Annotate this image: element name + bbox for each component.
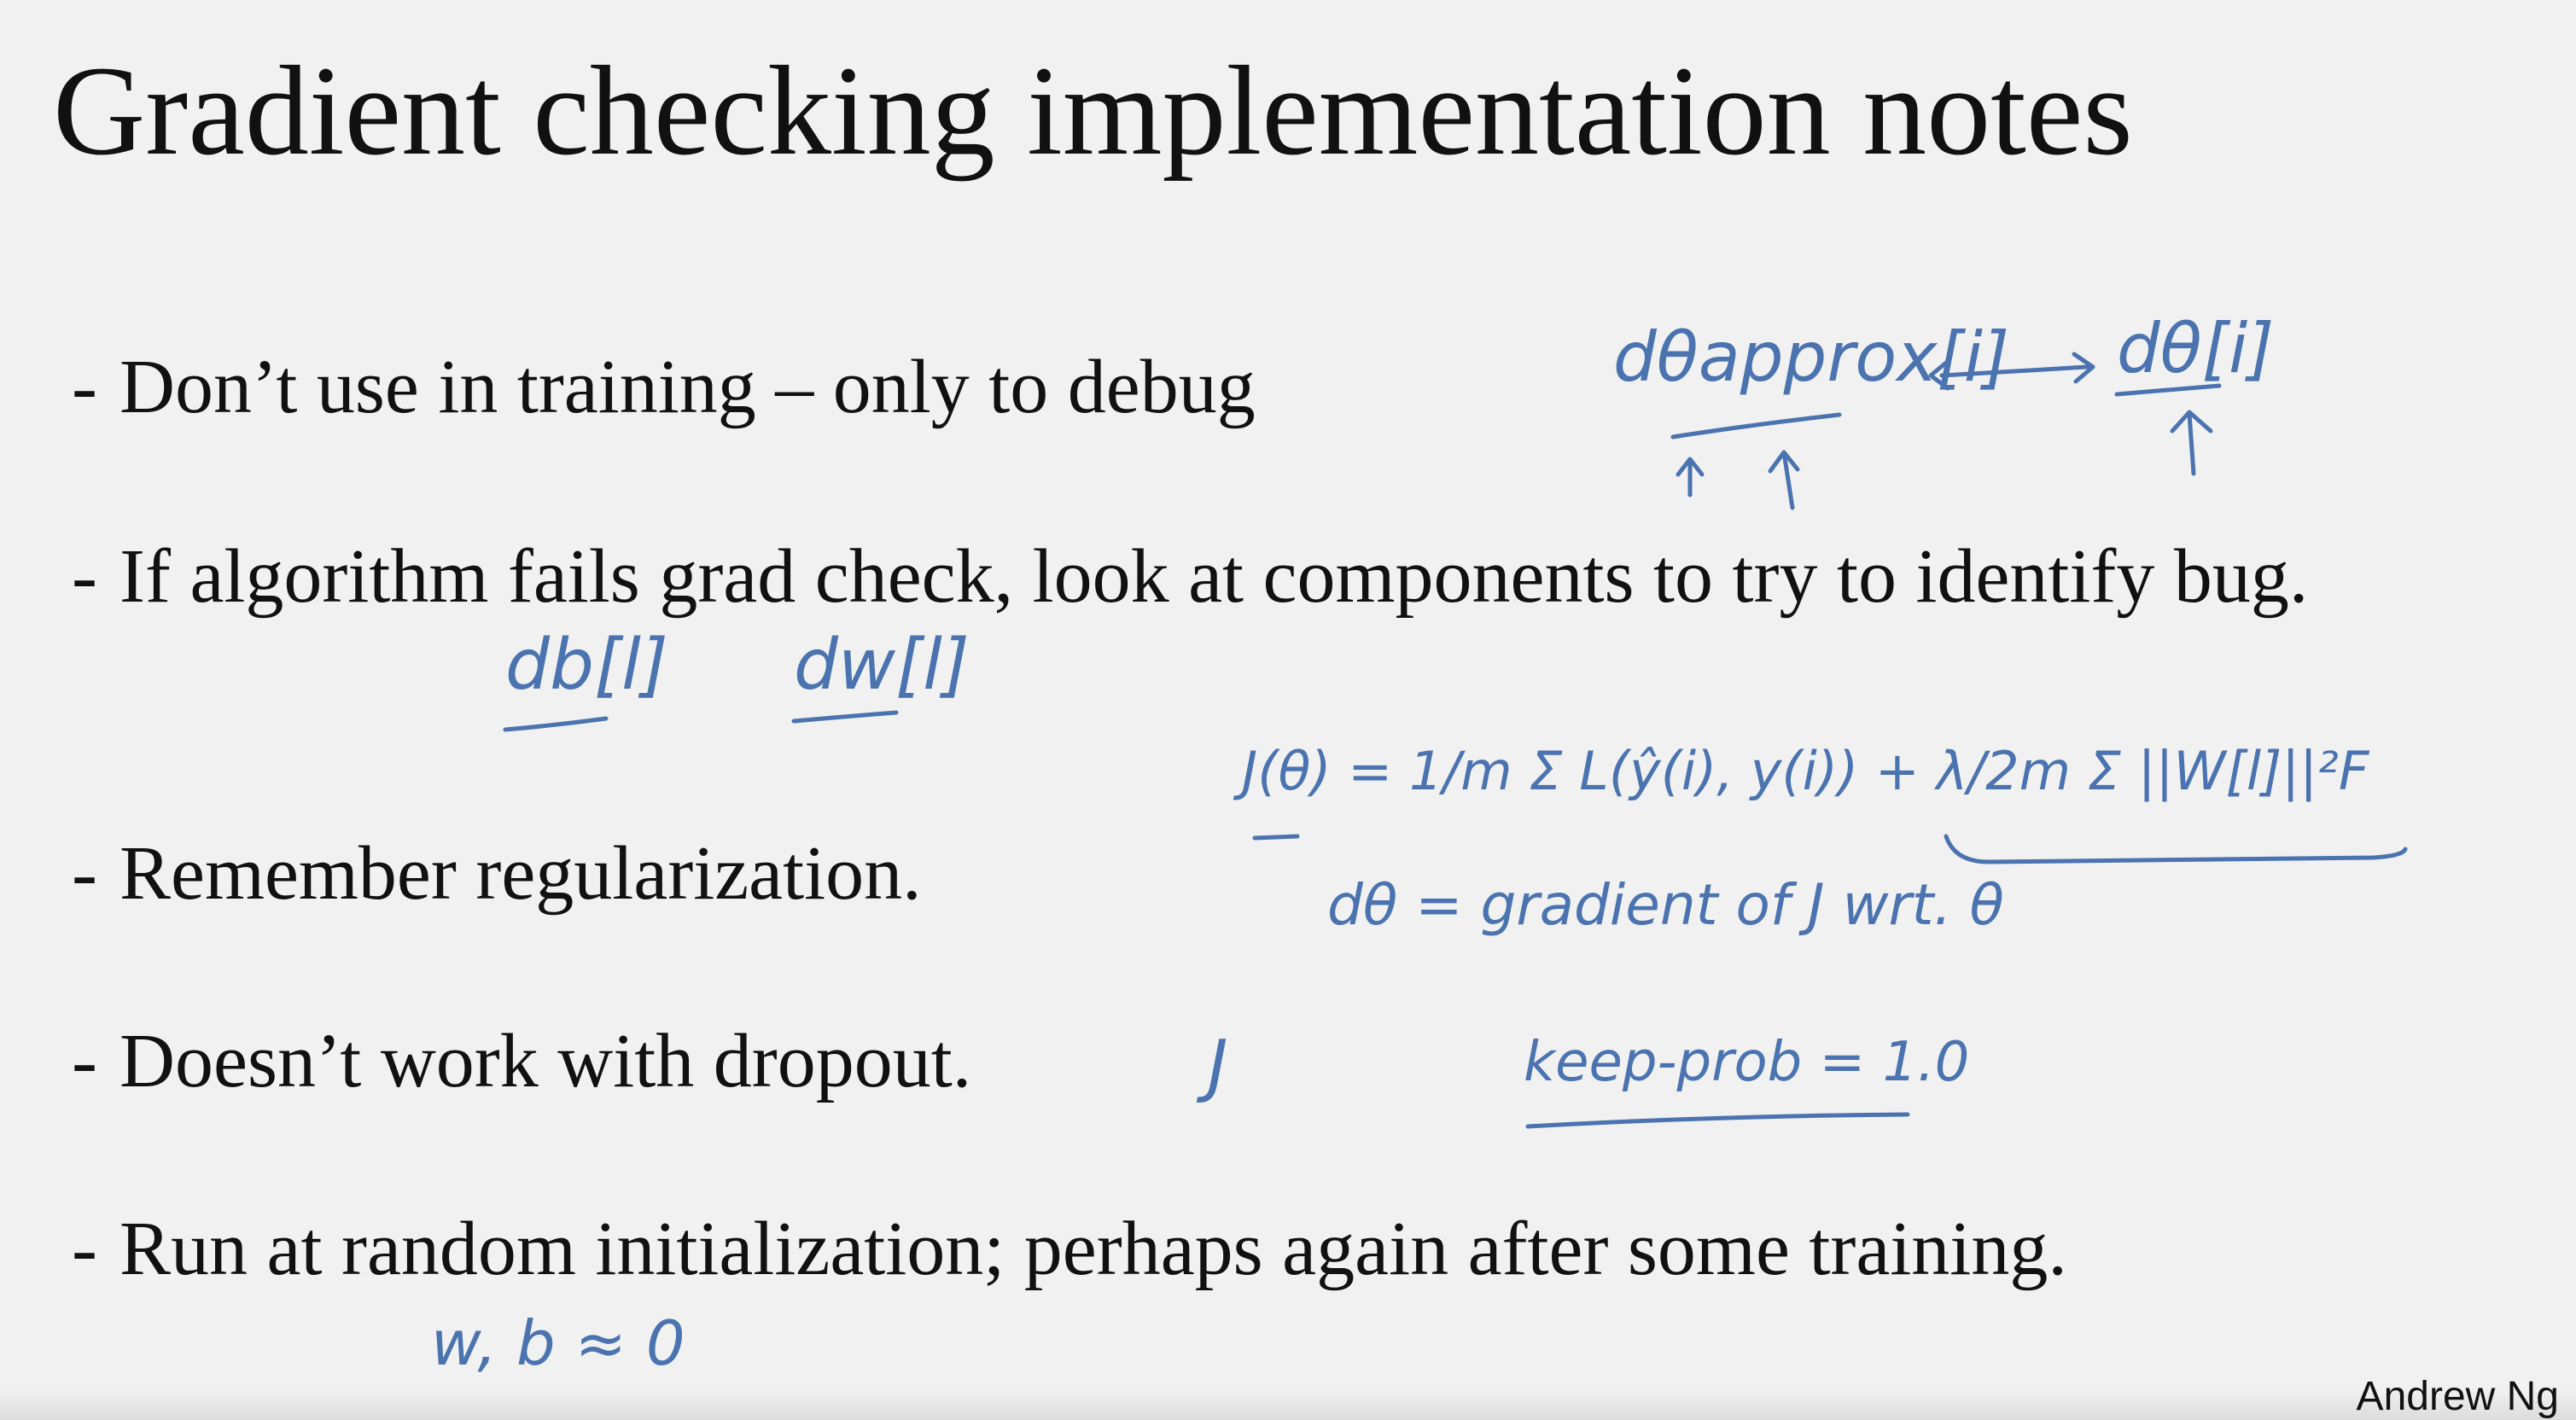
bullet-marker: - [72,1019,97,1103]
bullet-marker: - [72,831,97,916]
annotation-db: db[l] [505,625,668,706]
keep-prob-underline [1528,1114,1908,1126]
bullet-text: Doesn’t work with dropout. [119,1019,972,1103]
double-arrow-icon [1931,354,2093,388]
up-arrow-icon [1770,452,1798,508]
up-arrow-icon [2172,412,2211,474]
regularization-brace [1946,836,2405,862]
bullet-marker: - [72,345,97,429]
true-grad-underline [2117,386,2219,394]
annotation-j: J [1208,1026,1228,1105]
bullet-marker: - [72,534,97,619]
annotation-dw: dw[l] [794,625,970,706]
cost-j-underline [1255,836,1297,838]
approx-underline [1673,415,1839,437]
bullet-text: If algorithm fails grad check, look at components to try to identify bug. [119,534,2309,619]
annotation-init: w, b ≈ 0 [431,1307,685,1379]
author-credit: Andrew Ng [2356,1374,2559,1420]
annotation-cost-formula: J(θ) = 1/m Σ L(ŷ(i), y(i)) + λ/2m Σ ||W[l]||²F [1242,740,2369,802]
up-arrow-icon [1678,459,1702,495]
annotation-true-grad: dθ[i] [2117,309,2275,388]
annotation-dtheta-note: dθ = gradient of J wrt. θ [1327,872,2004,938]
db-underline [505,719,606,730]
annotation-keep-prob: keep-prob = 1.0 [1524,1031,1970,1094]
video-bottom-bar [0,1389,2576,1420]
dw-underline [794,713,896,721]
bullet-text: Remember regularization. [119,831,922,916]
slide-title: Gradient checking implementation notes [53,40,2133,182]
bullet-marker: - [72,1207,97,1291]
bullet-text: Run at random initialization; perhaps again after some training. [119,1207,2067,1291]
annotation-approx-grad: dθapprox[i] [1613,317,2010,397]
bullet-text: Don’t use in training – only to debug [119,345,1256,429]
